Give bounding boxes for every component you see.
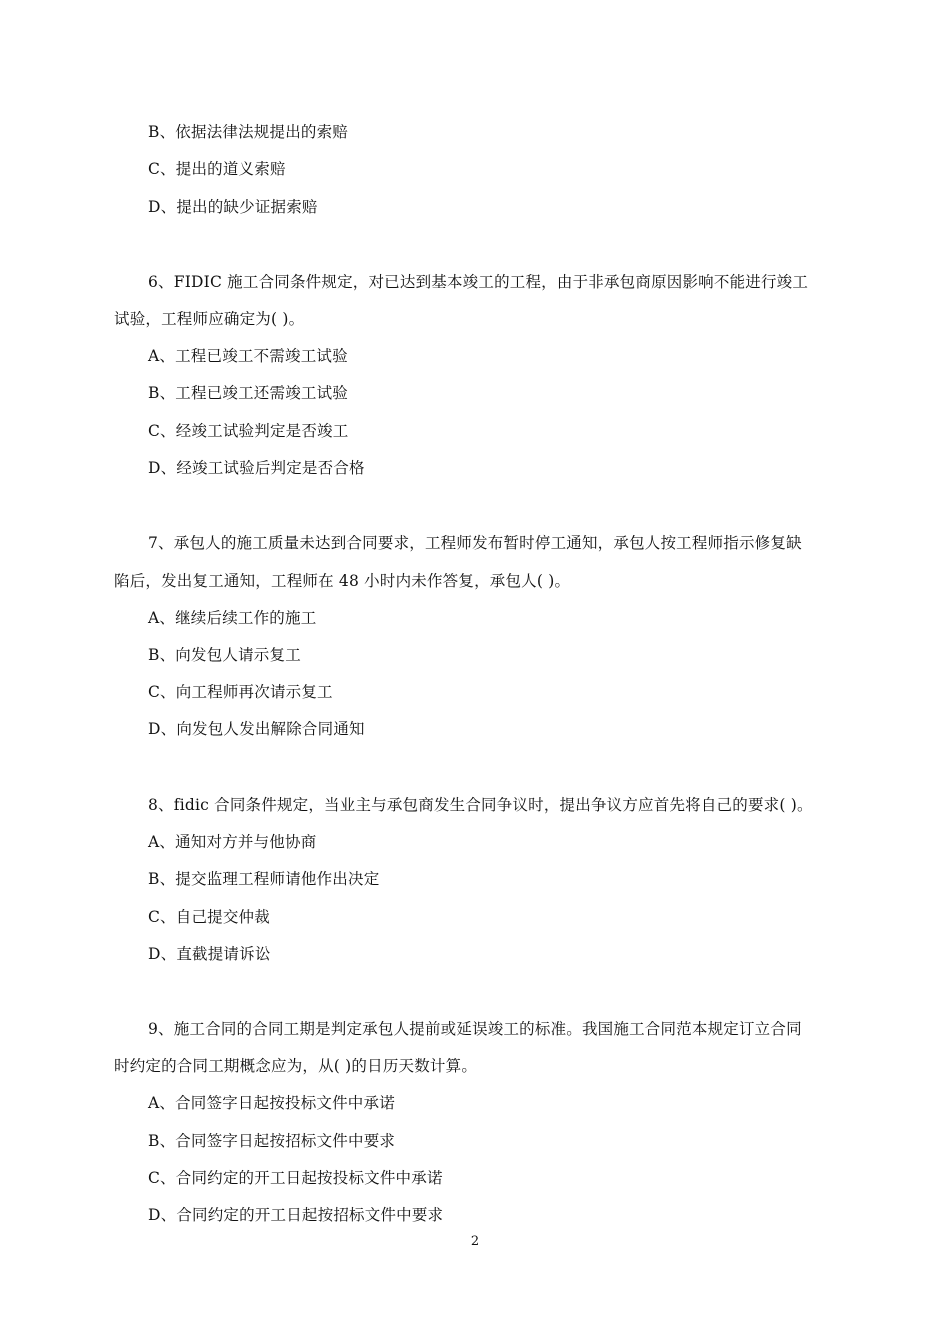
- question-9-option-d: D、合同约定的开工日起按招标文件中要求: [148, 1206, 444, 1224]
- question-7-option-a: A、继续后续工作的施工: [148, 609, 317, 627]
- question-9-option-a: A、合同签字日起按投标文件中承诺: [148, 1094, 395, 1112]
- question-6-option-a: A、工程已竣工不需竣工试验: [148, 347, 348, 365]
- question-9-option-b: B、合同签字日起按招标文件中要求: [148, 1132, 396, 1150]
- question-6-line-2: 试验，工程师应确定为( )。: [114, 310, 305, 328]
- question-7-option-c: C、向工程师再次请示复工: [148, 683, 333, 701]
- question-6-line-1: 6、FIDIC 施工合同条件规定，对已达到基本竣工的工程，由于非承包商原因影响不能进行竣工: [148, 273, 809, 291]
- question-9-line-1: 9、施工合同的合同工期是判定承包人提前或延误竣工的标准。我国施工合同范本规定订立合同: [148, 1020, 802, 1038]
- option-b: B、依据法律法规提出的索赔: [148, 123, 348, 141]
- question-8-option-d: D、直截提请诉讼: [148, 945, 271, 963]
- question-7-line-1: 7、承包人的施工质量未达到合同要求，工程师发布暂时停工通知，承包人按工程师指示修复缺: [148, 534, 802, 552]
- question-8-option-c: C、自己提交仲裁: [148, 908, 270, 926]
- option-c: C、提出的道义索赔: [148, 160, 286, 178]
- question-6-option-c: C、经竣工试验判定是否竣工: [148, 422, 349, 440]
- question-7-option-b: B、向发包人请示复工: [148, 646, 301, 664]
- question-6-option-b: B、工程已竣工还需竣工试验: [148, 384, 348, 402]
- question-8-line-1: 8、fidic 合同条件规定，当业主与承包商发生合同争议时，提出争议方应首先将自己的要求( )。: [148, 796, 813, 814]
- question-9-option-c: C、合同约定的开工日起按投标文件中承诺: [148, 1169, 443, 1187]
- question-6-option-d: D、经竣工试验后判定是否合格: [148, 459, 365, 477]
- question-8-option-b: B、提交监理工程师请他作出决定: [148, 870, 380, 888]
- question-7-option-d: D、向发包人发出解除合同通知: [148, 720, 365, 738]
- page-number: 2: [470, 1234, 480, 1249]
- question-7-line-2: 陷后，发出复工通知，工程师在 48 小时内未作答复，承包人( )。: [114, 572, 571, 590]
- question-9-line-2: 时约定的合同工期概念应为，从( )的日历天数计算。: [114, 1057, 478, 1075]
- option-d: D、提出的缺少证据索赔: [148, 198, 318, 216]
- question-8-option-a: A、通知对方并与他协商: [148, 833, 317, 851]
